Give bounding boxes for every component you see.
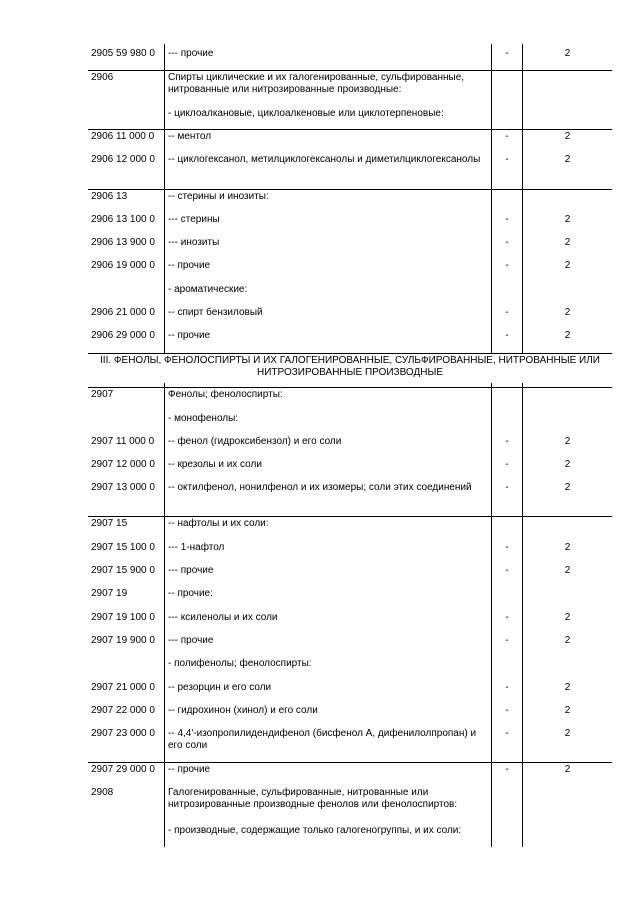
rate-cell: 2 xyxy=(564,260,571,271)
rate-cell: 2 xyxy=(564,214,571,225)
rate-cell: 2 xyxy=(564,237,571,248)
unit-cell: - xyxy=(505,482,509,493)
description-cell: - полифенолы; фенолоспирты: xyxy=(168,658,312,669)
description-cell: --- 1-нафтол xyxy=(168,542,225,553)
code-cell: 2906 29 000 0 xyxy=(91,330,155,341)
rate-cell: 2 xyxy=(564,154,571,165)
code-cell: 2907 15 100 0 xyxy=(91,542,155,553)
description-cell: -- стерины и инозиты: xyxy=(168,191,269,202)
code-cell: 2907 13 000 0 xyxy=(91,482,155,493)
description-cell: -- прочие xyxy=(168,330,211,341)
rate-cell: 2 xyxy=(564,764,571,775)
code-cell: 2907 12 000 0 xyxy=(91,459,155,470)
rate-cell: 2 xyxy=(564,682,571,693)
code-cell: 2905 59 980 0 xyxy=(91,48,155,59)
rate-cell: 2 xyxy=(564,48,571,59)
code-cell: 2907 22 000 0 xyxy=(91,705,155,716)
unit-cell: - xyxy=(505,330,509,341)
unit-cell: - xyxy=(505,214,509,225)
unit-cell: - xyxy=(505,237,509,248)
unit-cell: - xyxy=(505,612,509,623)
code-cell: 2906 xyxy=(91,72,114,83)
description-cell: --- стерины xyxy=(168,214,220,225)
code-cell: 2907 19 xyxy=(91,588,128,599)
unit-cell: - xyxy=(505,764,509,775)
description-cell: -- 4,4'-изопропилидендифенол (бисфенол А, дифенилолпропан) и его соли xyxy=(168,728,477,751)
unit-cell: - xyxy=(505,565,509,576)
unit-cell: - xyxy=(505,307,509,318)
code-cell: 2906 13 xyxy=(91,191,128,202)
row-separator xyxy=(88,189,612,190)
row-separator xyxy=(88,70,612,71)
description-cell: -- крезолы и их соли xyxy=(168,459,262,470)
rate-cell: 2 xyxy=(564,482,571,493)
description-cell: -- спирт бензиловый xyxy=(168,307,263,318)
row-separator xyxy=(88,129,612,130)
unit-cell: - xyxy=(505,459,509,470)
code-cell: 2907 19 900 0 xyxy=(91,635,155,646)
code-cell: 2906 13 900 0 xyxy=(91,237,155,248)
unit-cell: - xyxy=(505,635,509,646)
rate-cell: 2 xyxy=(564,612,571,623)
description-cell: - монофенолы: xyxy=(168,413,239,424)
description-cell: -- нафтолы и их соли: xyxy=(168,518,269,529)
code-cell: 2906 19 000 0 xyxy=(91,260,155,271)
rate-cell: 2 xyxy=(564,728,571,739)
section-heading: III. ФЕНОЛЫ, ФЕНОЛОСПИРТЫ И ИХ ГАЛОГЕНИРОВАННЫЕ, СУЛЬФИРОВАННЫЕ, НИТРОВАННЫЕ ИЛИ НИТРОЗИРОВАННЫЕ ПРОИЗВОДНЫЕ xyxy=(88,354,612,383)
code-cell: 2906 11 000 0 xyxy=(91,131,155,142)
code-cell: 2907 23 000 0 xyxy=(91,728,155,739)
code-cell: 2907 xyxy=(91,389,114,400)
description-cell: --- инозиты xyxy=(168,237,220,248)
rate-cell: 2 xyxy=(564,459,571,470)
unit-cell: - xyxy=(505,542,509,553)
description-cell: -- октилфенол, нонилфенол и их изомеры; соли этих соединений xyxy=(168,482,472,493)
rate-cell: 2 xyxy=(564,705,571,716)
rate-cell: 2 xyxy=(564,307,571,318)
unit-cell: - xyxy=(505,131,509,142)
unit-cell: - xyxy=(505,154,509,165)
code-cell: 2907 15 xyxy=(91,518,128,529)
description-cell: -- ментол xyxy=(168,131,212,142)
description-cell: -- циклогексанол, метилциклогексанолы и диметилциклогексанолы xyxy=(168,154,481,165)
description-cell: --- прочие xyxy=(168,48,214,59)
rate-cell: 2 xyxy=(564,330,571,341)
rate-cell: 2 xyxy=(564,436,571,447)
description-cell: --- ксиленолы и их соли xyxy=(168,612,278,623)
code-cell: 2907 15 900 0 xyxy=(91,565,155,576)
rate-cell: 2 xyxy=(564,131,571,142)
description-cell: --- прочие xyxy=(168,635,214,646)
description-cell: Галогенированные, сульфированные, нитрованные или нитрозированные производные фенолов или фенолоспиртов: xyxy=(168,787,458,810)
unit-cell: - xyxy=(505,48,509,59)
code-cell: 2906 12 000 0 xyxy=(91,154,155,165)
row-separator xyxy=(88,387,612,388)
unit-cell: - xyxy=(505,260,509,271)
unit-cell: - xyxy=(505,436,509,447)
description-cell: -- прочие xyxy=(168,764,211,775)
row-separator xyxy=(88,516,612,517)
code-cell: 2906 21 000 0 xyxy=(91,307,155,318)
code-cell: 2907 19 100 0 xyxy=(91,612,155,623)
code-cell: 2907 29 000 0 xyxy=(91,764,155,775)
description-cell: -- прочие xyxy=(168,260,211,271)
description-cell: -- фенол (гидроксибензол) и его соли xyxy=(168,436,342,447)
rate-cell: 2 xyxy=(564,635,571,646)
description-cell: -- резорцин и его соли xyxy=(168,682,272,693)
code-cell: 2906 13 100 0 xyxy=(91,214,155,225)
unit-cell: - xyxy=(505,728,509,739)
description-cell: - производные, содержащие только галогеногруппы, и их соли: xyxy=(168,825,462,836)
description-cell: -- гидрохинон (хинол) и его соли xyxy=(168,705,318,716)
code-cell: 2908 xyxy=(91,787,114,798)
row-separator xyxy=(88,762,612,763)
description-cell: - ароматические: xyxy=(168,284,248,295)
description-cell: - циклоалкановые, циклоалкеновые или циклотерпеновые: xyxy=(168,108,444,119)
description-cell: Спирты циклические и их галогенированные, сульфированные, нитрованные или нитрозированные производные: xyxy=(168,72,465,95)
rate-cell: 2 xyxy=(564,565,571,576)
code-cell: 2907 11 000 0 xyxy=(91,436,155,447)
rate-cell: 2 xyxy=(564,542,571,553)
column-divider-code xyxy=(164,44,165,847)
description-cell: --- прочие xyxy=(168,565,214,576)
description-cell: -- прочие: xyxy=(168,588,213,599)
unit-cell: - xyxy=(505,682,509,693)
code-cell: 2907 21 000 0 xyxy=(91,682,155,693)
description-cell: Фенолы; фенолоспирты: xyxy=(168,389,283,400)
unit-cell: - xyxy=(505,705,509,716)
row-separator xyxy=(88,353,612,354)
tariff-table xyxy=(88,44,612,847)
